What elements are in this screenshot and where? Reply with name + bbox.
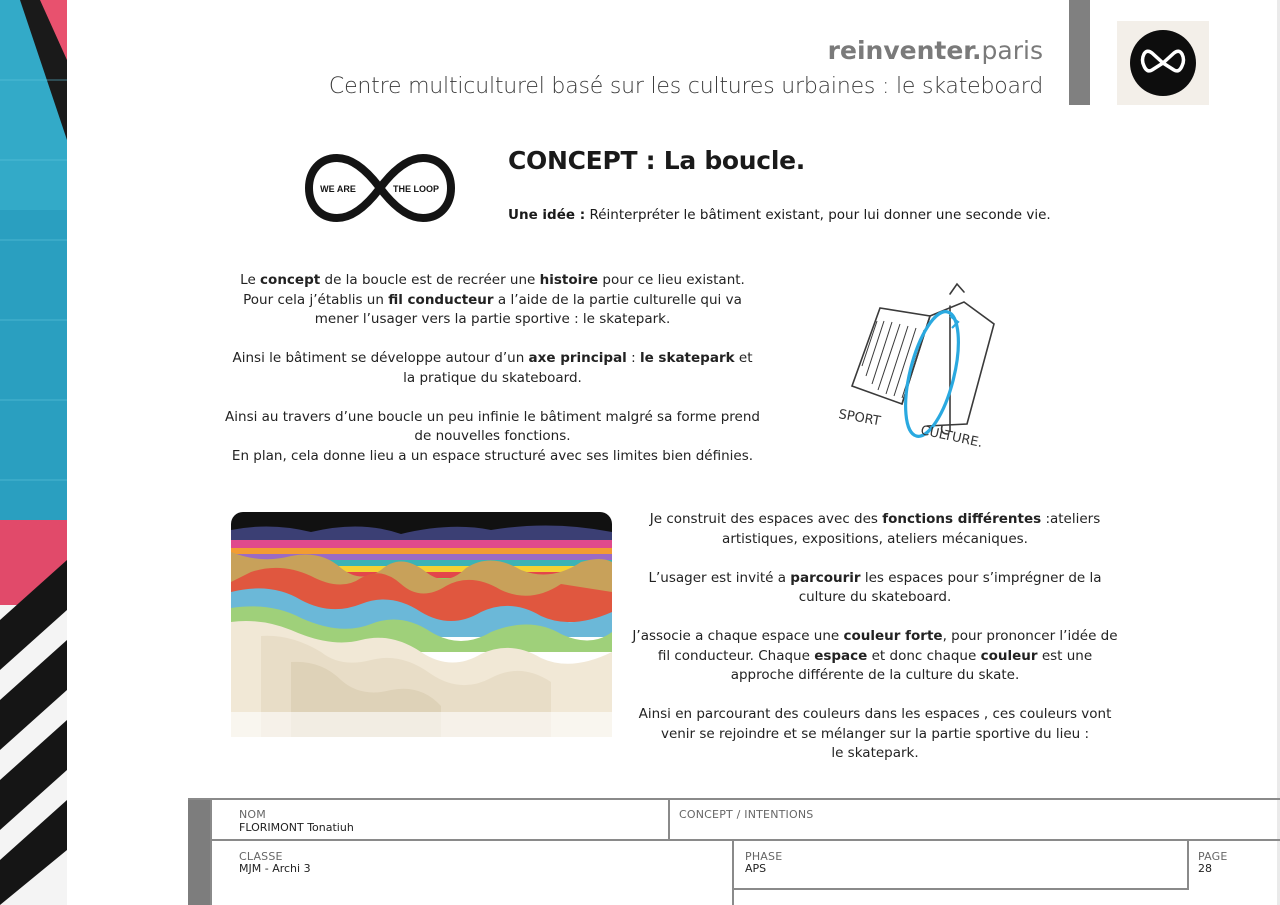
- logo-box: [1117, 21, 1209, 105]
- concept-description: [225, 271, 760, 466]
- page-label: PAGE: [1198, 850, 1228, 863]
- paragraph: Je construit des espaces avec des fonctions différentes :ateliers artistiques, expositions, ateliers mécaniques.: [649, 511, 1101, 547]
- paragraph: Ainsi le bâtiment se développe autour d’un axe principal : le skatepark et la pratique du skateboard.: [232, 350, 753, 386]
- nom-value: FLORIMONT Tonatiuh: [239, 821, 354, 834]
- infinity-logo-icon: [1129, 30, 1197, 96]
- sketch-label-sport: SPORT: [837, 407, 882, 430]
- classe-label: CLASSE: [239, 850, 283, 863]
- brand-light: paris: [981, 36, 1043, 65]
- color-layers-image: [231, 512, 612, 737]
- page-subtitle: Centre multiculturel basé sur les cultures urbaines : le skateboard: [328, 74, 1043, 99]
- brand-name: [828, 36, 1043, 65]
- brand-bold: reinventer.: [827, 36, 982, 65]
- paragraph: L’usager est invité a parcourir les espaces pour s’imprégner de la culture du skateboard.: [648, 569, 1102, 605]
- phase-label: PHASE: [745, 850, 783, 863]
- loop-sketch-image: [832, 276, 1002, 470]
- footer-phase-cell: [732, 839, 1189, 890]
- concept-title: CONCEPT : La boucle.: [508, 146, 805, 175]
- phase-value: APS: [745, 862, 767, 875]
- decorative-photo-strip: [0, 0, 67, 905]
- logo-text-left: WE ARE: [320, 184, 356, 194]
- we-are-the-loop-logo: [305, 152, 455, 228]
- paragraph: J’associe a chaque espace une couleur forte, pour prononcer l’idée de fil conducteur. Chaque espace et donc chaque couleur est une approche différente de la culture du skate.: [632, 628, 1118, 683]
- classe-value: MJM - Archi 3: [239, 862, 311, 875]
- paragraph: Ainsi en parcourant des couleurs dans les espaces , ces couleurs vont venir se rejoindre et se mélanger sur la partie sportive du lieu : le skatepark.: [638, 706, 1112, 761]
- concept-label: CONCEPT / INTENTIONS: [679, 808, 814, 821]
- header-gray-bar: [1069, 0, 1090, 105]
- idea-text: Réinterpréter le bâtiment existant, pour lui donner une seconde vie.: [589, 207, 1051, 223]
- sketch-label-culture: CULTURE.: [919, 423, 984, 451]
- paragraph: Ainsi au travers d’une boucle un peu infinie le bâtiment malgré sa forme prend de nouvelles fonctions. En plan, cela donne lieu a un espace structuré avec ses limites bien définies.: [225, 408, 760, 464]
- footer-nom-cell: [210, 798, 670, 841]
- page-number: 28: [1198, 862, 1212, 875]
- idea-label: Une idée :: [508, 207, 586, 223]
- paragraph: Le concept de la boucle est de recréer une histoire pour ce lieu existant. Pour cela j’établis un fil conducteur a l’aide de la partie culturelle qui va mener l’usager vers la partie sportive : le skatepark.: [240, 272, 745, 327]
- spaces-description: [630, 510, 1120, 764]
- concept-idea: [508, 207, 1051, 223]
- logo-text-right: THE LOOP: [392, 184, 440, 194]
- nom-label: NOM: [239, 808, 266, 821]
